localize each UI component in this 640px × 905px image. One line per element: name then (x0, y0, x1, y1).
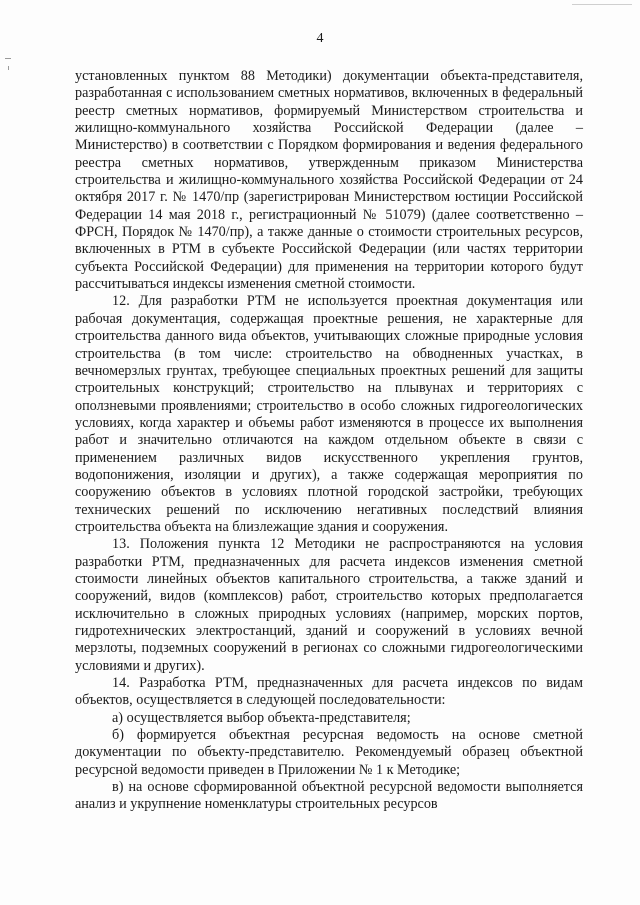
page-number: 4 (316, 31, 324, 46)
scan-artifact (8, 66, 9, 70)
paragraph-continuation: установленных пунктом 88 Методики) документации объекта-представителя, разработанная с использованием сметных нормативов, включенных в федеральный реестр сметных нормативов, формируемый Министерством строительства и жилищно-коммунального хозяйства Российской Федерации (далее – Министерство) в соответствии с Порядком формирования и ведения федерального реестра сметных нормативов, утвержденным приказом Министерства строительства и жилищно-коммунального хозяйства Российской Федерации от 24 октября 2017 г. № 1470/пр (зарегистрирован Министерством юстиции Российской Федерации 14 мая 2018 г., регистрационный № 51079) (далее соответственно – ФРСН, Порядок № 1470/пр), а также данные о стоимости строительных ресурсов, включенных в РТМ в субъекте Российской Федерации (или частях территории субъекта Российской Федерации) для применения на территории которого будут рассчитываться индексы изменения сметной стоимости. (75, 68, 583, 293)
scan-artifact (5, 58, 11, 59)
scan-artifact (572, 4, 632, 5)
paragraph-item-13: 13. Положения пункта 12 Методики не распространяются на условия разработки РТМ, предназначенных для расчета индексов изменения сметной стоимости линейных объектов капитального строительства, а также зданий и сооружений, видов (комплексов) работ, строительство которых предполагается исключительно в сложных природных условиях (например, морских портов, гидротехнических электростанций, зданий и сооружений в условиях вечной мерзлоты, подземных сооружений в регионах со сложными гидрогеологическими условиями и других). (75, 536, 583, 674)
paragraph-item-14b: б) формируется объектная ресурсная ведомость на основе сметной документации по объекту-представителю. Рекомендуемый образец объектной ресурсной ведомости приведен в Приложении № 1 к Методике; (75, 727, 583, 778)
paragraph-item-14: 14. Разработка РТМ, предназначенных для расчета индексов по видам объектов, осуществляется в следующей последовательности: (75, 675, 583, 709)
document-body (75, 68, 583, 814)
paragraph-item-12: 12. Для разработки РТМ не используется проектная документация или рабочая документация, содержащая проектные решения, не характерные для строительства данного вида объектов, учитывающих сложные природные условия строительства (в том числе: строительство на обводненных участках, в вечномерзлых грунтах, требующее специальных проектных решений для защиты строительных конструкций; строительство на плывунах и территориях с оползневыми проявлениями; строительство в особо сложных гидрогеологических условиях, когда характер и объемы работ изменяются в процессе их выполнения работ и значительно отличаются на каждом отдельном объекте в связи с применением различных видов искусственного укрепления грунтов, водопонижения, изоляции и других), а также содержащая мероприятия по сооружению объектов в условиях плотной городской застройки, требующих технических решений по исключению негативных последствий влияния строительства объекта на близлежащие здания и сооружения. (75, 293, 583, 535)
paragraph-item-14c: в) на основе сформированной объектной ресурсной ведомости выполняется анализ и укрупнение номенклатуры строительных ресурсов (75, 779, 583, 813)
paragraph-item-14a: а) осуществляется выбор объекта-представителя; (112, 709, 411, 726)
